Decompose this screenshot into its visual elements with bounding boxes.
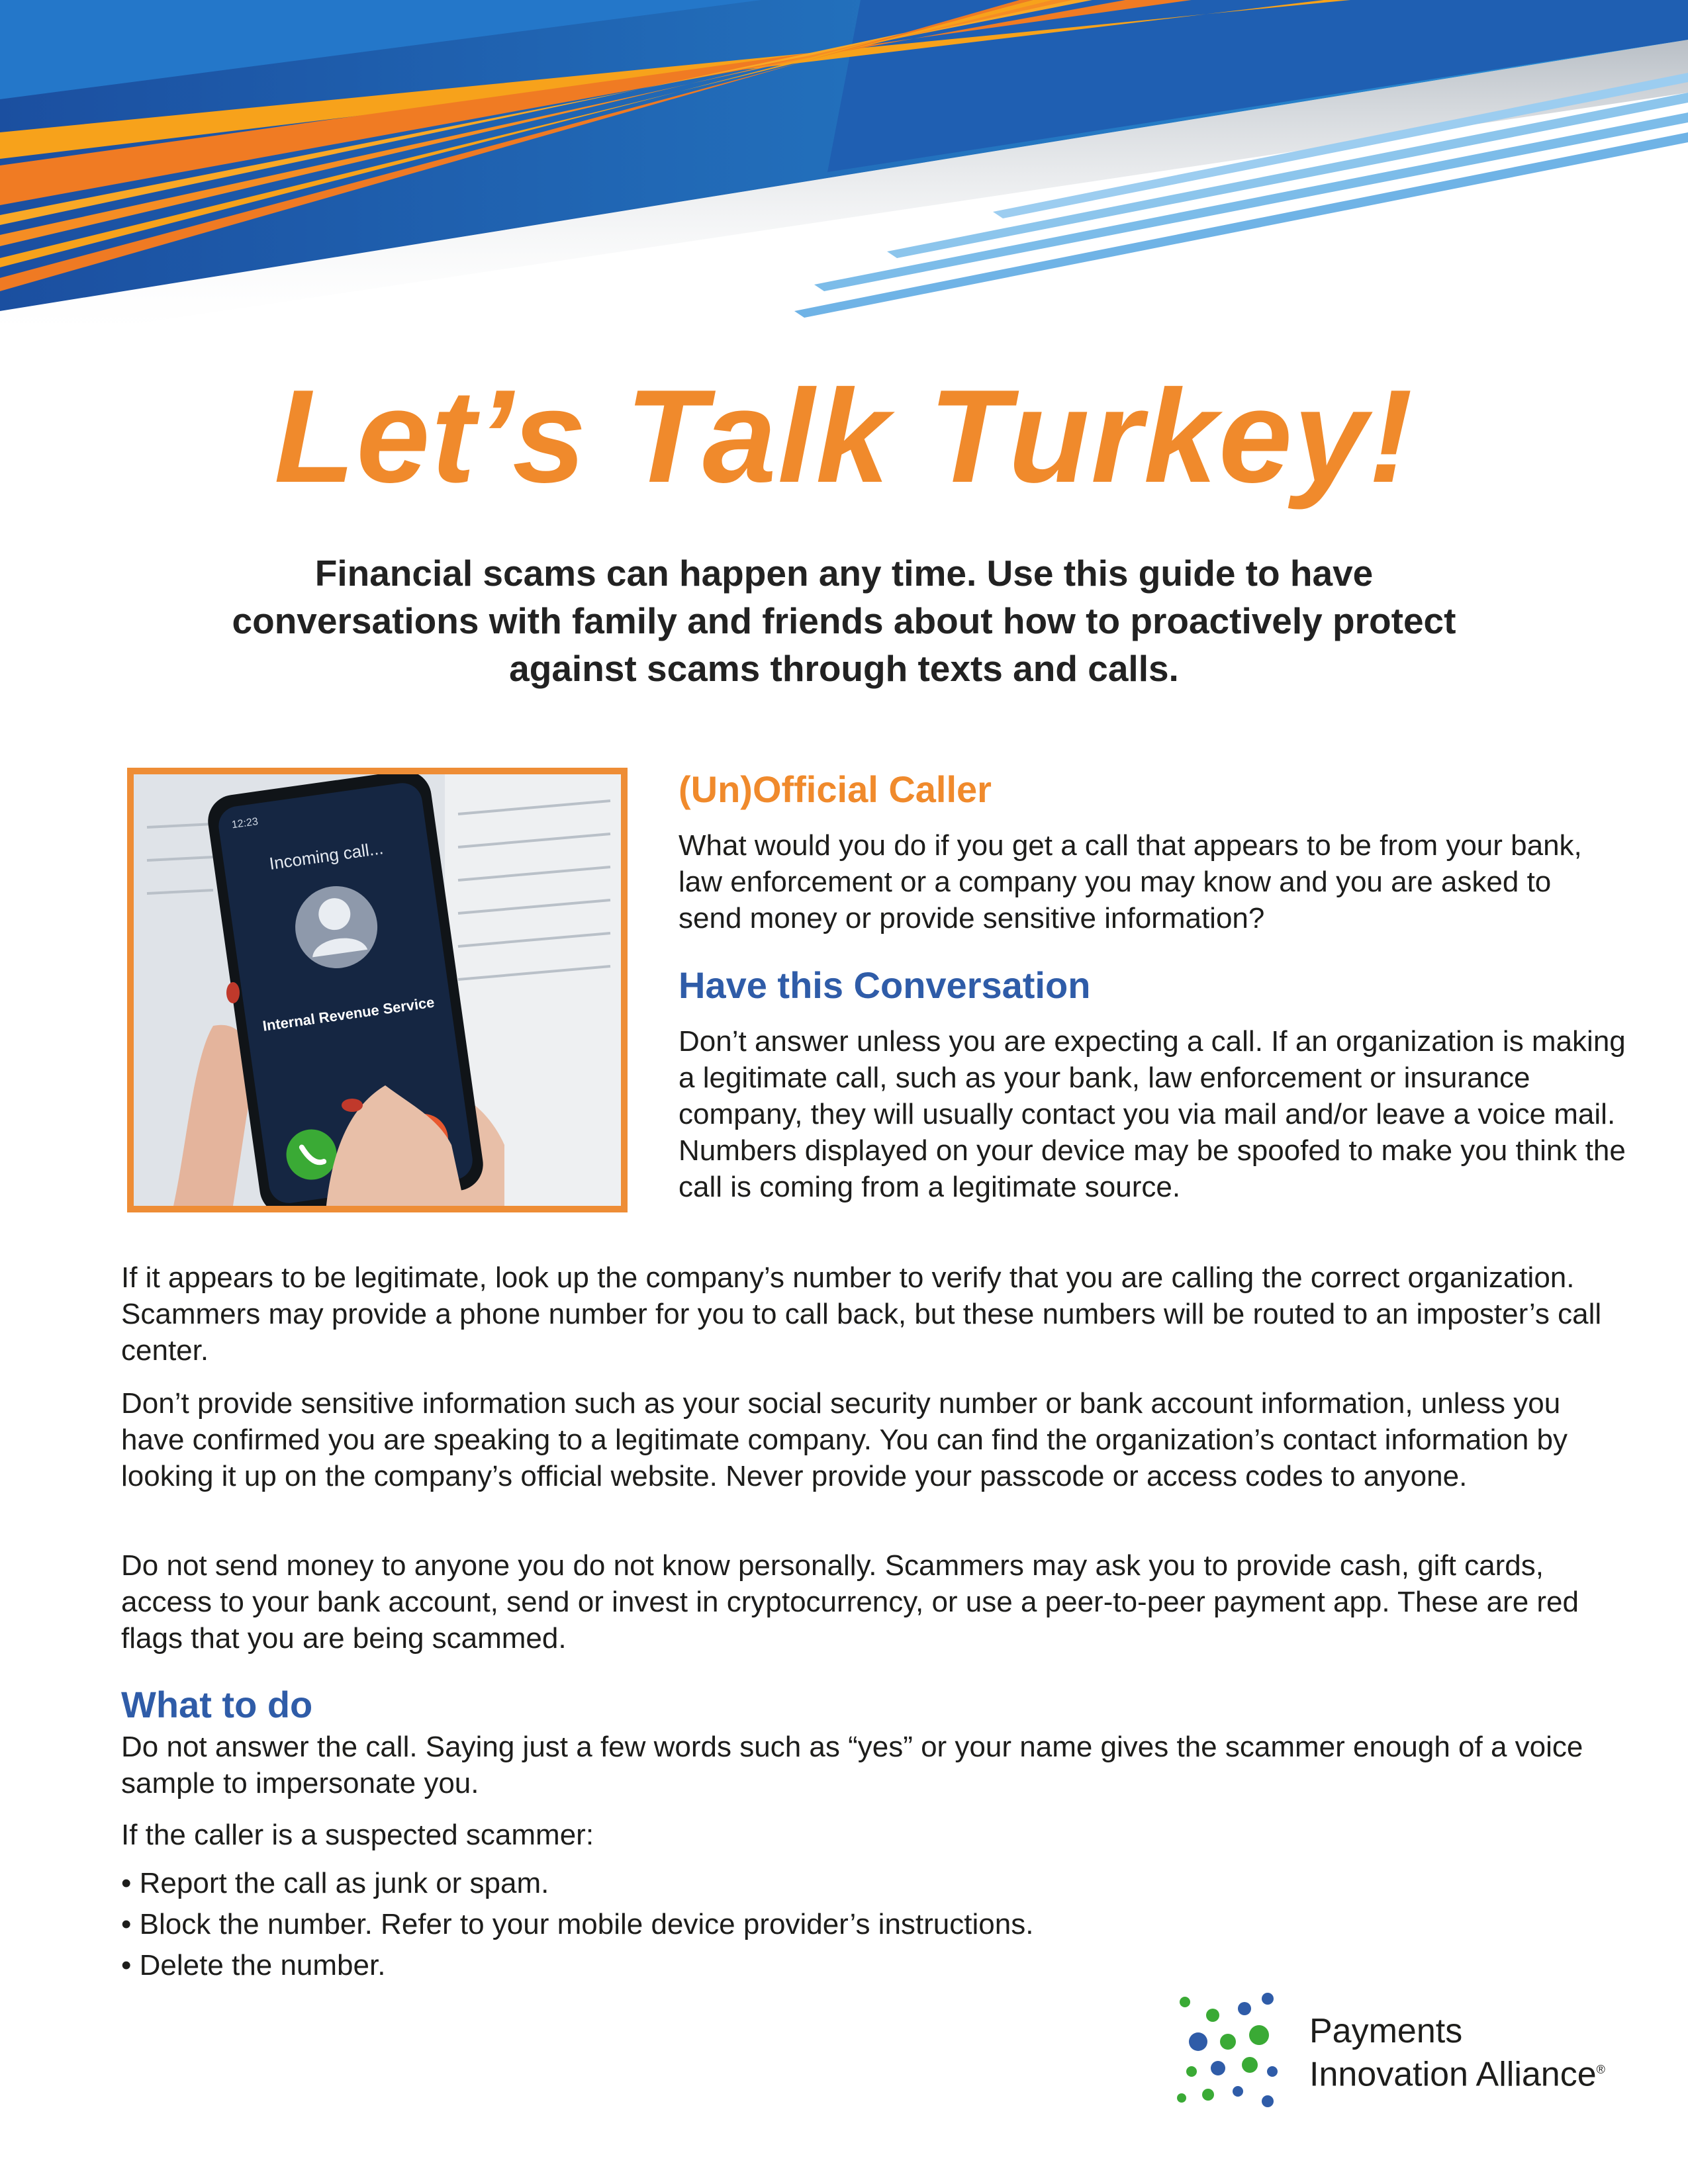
incoming-call-photo — [127, 768, 628, 1212]
body-paragraph-3: Do not send money to anyone you do not know personally. Scammers may ask you to provide cash, gift cards, access to your bank account, send or invest in cryptocurrency, or use a peer-to-peer payment app. These are red flags that you are being scammed. — [121, 1549, 1579, 1655]
logo-line-1: Payments — [1309, 2012, 1463, 2050]
section-text-have-conversation: Don’t answer unless you are expecting a call. If an organization is making a legitimate call, such as your bank, law enforcement or insurance company, they will usually contact you via mail and/or leave a voice mail. Numbers displayed on your device may be spoofed to make you think the call is coming from a legitimate source. — [679, 1025, 1626, 1203]
logo-line-2-text: Innovation Alliance — [1309, 2055, 1597, 2094]
body-paragraph-2: Don’t provide sensitive information such as your social security number or bank account information, unless you have confirmed you are speaking to a legitimate company. You can find the organization’s contact information by looking it up on the company’s official website. Never provide your passcode or access codes to anyone. — [121, 1387, 1568, 1492]
header-banner — [0, 0, 1688, 331]
phone-time: 12:23 — [230, 815, 259, 831]
scammer-lead-text: If the caller is a suspected scammer: — [121, 1819, 594, 1851]
section-heading-what-to-do: What to do — [121, 1684, 313, 1725]
list-item: • Delete the number. — [121, 1945, 1033, 1986]
logo-line-2 — [1309, 2050, 1605, 2093]
caller-name: Internal Revenue Service — [261, 993, 436, 1034]
registered-mark: ® — [1596, 2063, 1605, 2076]
section-text-unofficial-caller: What would you do if you get a call that appears to be from your bank, law enforcement or a company you may know and you are asked to send money or provide sensitive information? — [679, 829, 1582, 934]
list-item: • Report the call as junk or spam. — [121, 1863, 1033, 1904]
incoming-call-label: Incoming call... — [267, 838, 385, 874]
logo-dots-icon — [1177, 1993, 1278, 2107]
intro-text: Financial scams can happen any time. Use this guide to have conversations with family and friends about how to proactively protect against scams through texts and calls. — [232, 553, 1456, 689]
section-heading-have-conversation: Have this Conversation — [679, 964, 1091, 1006]
logo-wordmark — [1309, 2012, 1605, 2093]
action-list — [121, 1863, 1033, 1986]
section-heading-unofficial-caller: (Un)Official Caller — [679, 768, 992, 810]
list-item: • Block the number. Refer to your mobile device provider’s instructions. — [121, 1904, 1033, 1945]
page-title: Let’s Talk Turkey! — [274, 363, 1414, 510]
section-text-what-to-do: Do not answer the call. Saying just a few words such as “yes” or your name gives the scammer enough of a voice sample to impersonate you. — [121, 1731, 1583, 1799]
body-paragraph-1: If it appears to be legitimate, look up the company’s number to verify that you are calling the correct organization. Scammers may provide a phone number for you to call back, but these numbers will be routed to an imposter’s call center. — [121, 1261, 1602, 1367]
